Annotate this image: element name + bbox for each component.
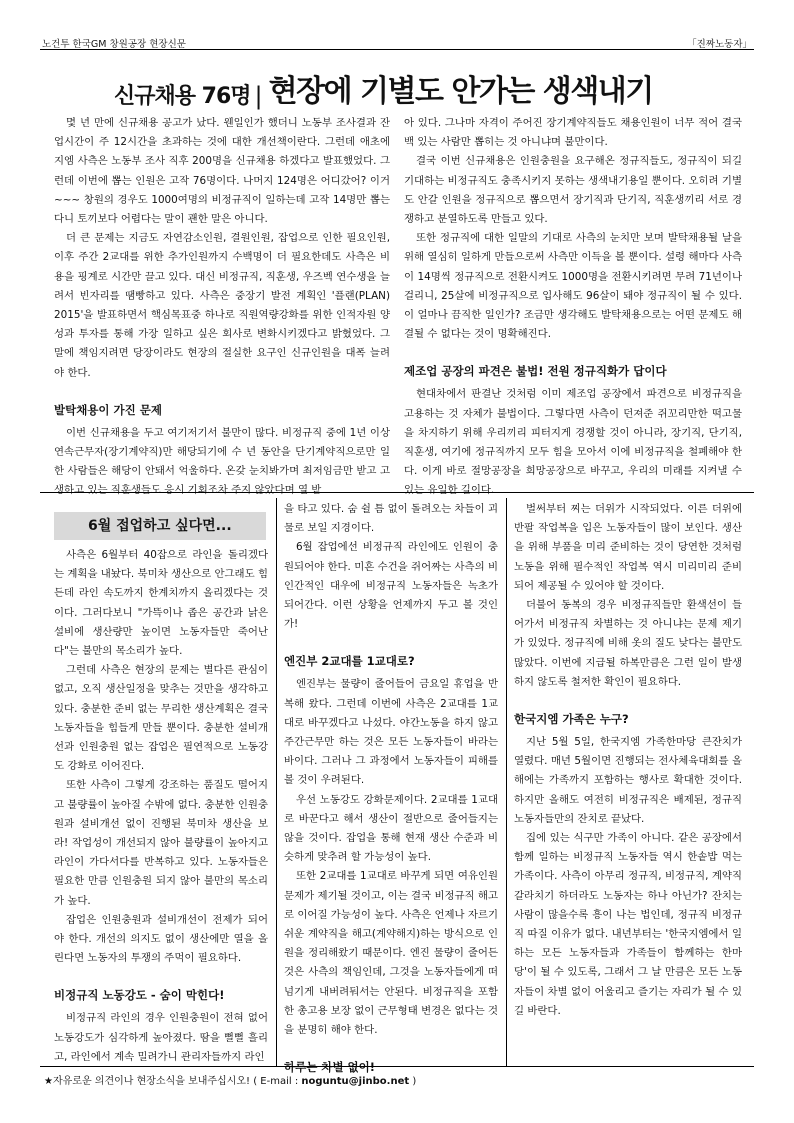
header-rule [40,49,754,50]
headline-sub: 신규채용 76명 [114,84,251,109]
paragraph: 결국 이번 신규채용은 인원충원을 요구해온 정규직들도, 정규직이 되길 기대하는 비정규직도 충족시키지 못하는 생색내기용일 뿐이다. 오히려 기별도 안갈 인원을 정규직으로 뽑으면서 장기직과 단기직, 직훈생끼리 서로 경쟁하고 분열하도록 만들고 있다. [404,155,742,226]
paragraph: 잡업은 인원충원과 설비개선이 전제가 되어야 한다. 개선의 의지도 없이 생산에만 열을 올린다면 노동자의 투쟁의 주먹이 필요하다. [54,913,268,965]
section-separator [40,492,754,493]
article2-column-3 [514,500,742,1060]
headline-main: 현장에 기별도 안가는 생색내기 [268,74,653,109]
paragraph: 또한 정규직에 대한 일말의 기대로 사측의 눈치만 보며 발탁채용될 날을 위해 열심히 일하게 만들으로써 사측만 이득을 볼 뿐이다. 설령 해마다 사측이 14명씩 정규직으로 전환시켜도 1000명을 전환시키려면 무려 71년이나 걸리니, 25살에 비정규직으로 입사해도 96살이 돼야 정규직이 될 수 있다. 이 얼마나 끔직한 일인가? 조금만 생각해도 발탁채용으로는 어떤 문제도 해결될 수 없다는 것이 명확해진다. [404,232,742,341]
paragraph: 더 큰 문제는 지금도 자연감소인원, 결원인원, 잡업으로 인한 필요인원, 이후 주간 2교대를 위한 추가인원까지 수백명이 더 필요한데도 사측은 비용을 핑계로 시간만 끌고 있다. 대신 비정규직, 직훈생, 우즈벡 연수생을 늘려서 빈자리를 땜빵하고 있다. 사측은 중장기 발전 계획인 '플랜(PLAN) 2015'을 발표하면서 핵심목표중 하나로 직원역량강화를 위한 인적자원 양성과 투자를 통해 가장 일하고 싶은 회사로 변화시키겠다고 밝혔었다. 그 말에 책임지려면 당장이라도 현장의 절실한 요구인 신규인원을 대폭 늘려야 한다. [54,232,390,379]
paragraph: 6월 잡업에선 비정규직 라인에도 인원이 충원되어야 한다. 미흔 수건을 쥐어짜는 사측의 비인간적인 대우에 비정규직 노동자들은 녹초가 되어간다. 이런 상황을 언제까지 두고 볼 것인가! [284,541,498,631]
section-heading: 엔진부 2교대를 1교대로? [284,654,415,669]
column-divider-2 [506,498,507,1066]
section-heading: 발탁채용이 가진 문제 [54,402,162,417]
headline-divider: | [254,82,263,110]
header-left: 노건투 한국GM 창원공장 현장신문 [42,39,186,50]
column-divider-1 [276,498,277,1066]
paragraph: 사측은 6월부터 40잡으로 라인을 돌리겠다는 계획을 내놨다. 북미차 생산으로 안그래도 힘든데 라인 속도까지 한계치까지 올리겠다는 것이다. 그러다보니 "가뜩이나 좁은 공간과 낡은 설비에 생산량만 높이면 노동자들만 죽어난다"는 불만의 목소리가 높다. [54,549,268,658]
paragraph: 또한 2교대를 1교대로 바꾸게 되면 여유인원 문제가 제기될 것이고, 이는 결국 비정규직 해고로 이어질 가능성이 높다. 사측은 언제나 자르기 쉬운 계약직을 해고(계약해지)하는 방식으로 인원을 정리해왔기 때문이다. 엔진 물량이 줄어든 것은 사측의 책임인데, 그것을 노동자들에게 떠넘기게 내버려둬서는 안된다. 비정규직을 포함한 총고용 보장 없이 근무형태 변경은 없다는 것을 분명히 해야 한다. [284,870,498,1037]
paragraph: 몇 년 만에 신규채용 공고가 났다. 웬일인가 했더니 노동부 조사결과 잔업시간이 주 12시간을 초과하는 것에 대한 개선책이란다. 그런데 애초에 지엠 사측은 노동부 조사 직후 200명을 신규채용 하겠다고 발표했었다. 그런데 이번에 뽑는 인원은 고작 76명이다. 나머지 124명은 어디갔어? 이거~~~ 창원의 경우도 1000여명의 비정규직이 일하는데 고작 14명만 뽑는다니 토끼보다 어렵다는 말이 괜한 말은 아니다. [54,117,390,226]
section-heading: 비정규직 노동강도 - 숨이 막힌다! [54,988,225,1003]
article2-column-1 [54,546,268,1063]
footer-email-link[interactable]: noguntu@jinbo.net [301,1076,410,1087]
footer-end: ) [409,1076,417,1087]
paragraph: 엔진부는 물량이 줄어들어 금요일 휴업을 반복해 왔다. 그런데 이번에 사측은 2교대를 1교대로 바꾸겠다고 나섰다. 야간노동을 하지 않고 주간근무만 하는 것은 모든 노동자들이 바라는 바이다. 그러나 그 과정에서 노동자들이 피해를 볼 것이 우려된다. [284,678,498,787]
section-heading: 한국지엠 가족은 누구? [514,712,629,727]
paragraph: 비정규직 라인의 경우 인원충원이 전혀 없어 노동강도가 심각하게 높아졌다. 땀을 뻘뻘 흘리고, 라인에서 계속 밀려가니 관리자들까지 라인 [54,1012,268,1063]
paragraph: 더불어 동복의 경우 비정규직들만 환색선이 들어가서 비정규직 차별하는 것 아니냐는 문제 제기가 있었다. 정규직에 비해 옷의 질도 낮다는 불만도 많았다. 이번에 지급될 하복만큼은 그런 일이 발생하지 않도록 철저한 확인이 필요하다. [514,599,742,688]
section-heading: 하루는 차별 없이! [284,1060,376,1075]
section-heading: 제조업 공장의 파견은 불법! 전원 정규직화가 답이다 [404,364,667,379]
box-title: 6월 접업하고 싶다면... [54,512,266,540]
paragraph: 또한 사측이 그렇게 강조하는 품질도 떨어지고 불량률이 높아질 수밖에 없다. 충분한 인원충원과 설비개선 없이 진행된 북미차 생산을 보라! 작업성이 개선되지 않아 불량률이 높아지고 라인이 가다서다를 반복하고 있다. 노동자들은 필요한 만큼 인원충원 되지 않아 불만의 목소리가 높다. [54,779,268,907]
paragraph: 집에 있는 식구만 가족이 아니다. 같은 공장에서 함께 일하는 비정규직 노동자들 역시 한솥밥 먹는 가족이다. 사측이 아무리 정규직, 비정규직, 계약직 갈라치기 하더라도 노동자는 하나 아닌가? 잔치는 사람이 많을수록 흥이 나는 법인데, 정규직 비정규직 따질 이유가 없다. 내년부터는 '한국지엠에서 일하는 모든 노동자들과 가족들이 함께하는 한마당'이 될 수 있도록, 그래서 그 날 만큼은 모든 노동자들이 차별 없이 어울리고 즐기는 자리가 될 수 있길 바란다. [514,832,742,1017]
paragraph: 우선 노동강도 강화문제이다. 2교대를 1교대로 바꾼다고 해서 생산이 절반으로 줄어들지는 않을 것이다. 잡업을 통해 현재 생산 수준과 비슷하게 맞추려 할 가능성이 높다. [284,793,498,864]
article2-column-2 [284,500,498,1075]
page-header [40,34,754,50]
footer-separator [40,1066,754,1067]
header-right: 「진짜노동자」 [687,39,752,50]
article1-left-column [54,114,390,497]
paragraph: 지난 5월 5일, 한국지엠 가족한마당 큰잔치가 열렸다. 매년 5월이면 진행되는 전사체육대회를 올해에는 가족까지 포함하는 행사로 확대한 것이다. 하지만 올해도 여전히 비정규직은 배제된, 정규직노동자들만의 잔치로 끝났다. [514,736,742,825]
article1-right-column [404,114,742,497]
footer-text: ★자유로운 의견이나 현장소식을 보내주십시오! ( E-mail : [44,1076,302,1087]
headline [114,66,734,110]
paragraph: 을 타고 있다. 숨 쉴 틈 없이 돌려오는 차들이 괴물로 보일 지경이다. [284,503,498,535]
paragraph: 아 있다. 그나마 자격이 주어진 장기계약직들도 채용인원이 너무 적어 결국 백 있는 사람만 뽑히는 것 아니냐며 불만이다. [404,117,742,149]
paragraph: 벌써부터 찌는 더위가 시작되었다. 이른 더위에 반팔 작업복을 입은 노동자들이 많이 보인다. 생산을 위해 부품을 미리 준비하는 것이 당연한 것처럼 노동을 위해 필수적인 작업복 역시 미리미리 준비되어 제공될 수 있어야 할 것이다. [514,503,742,592]
footer [44,1072,416,1087]
paragraph: 이번 신규채용을 두고 여기저기서 불만이 많다. 비정규직 중에 1년 이상 연속근무자(장기계약직)만 해당되기에 수 년 동안을 단기계약직으로만 일한 사람들은 해당이 안돼서 억울하다. 온갖 눈치봐가며 최저임금만 받고 고생하고 있는 직훈생들도 응시 기회조차 주지 않았다며 열 받 [54,426,390,497]
paragraph: 현대차에서 판결난 것처럼 이미 제조업 공장에서 파견으로 비정규직을 고용하는 것 자체가 불법이다. 그렇다면 사측이 던져준 쥐꼬리만한 떡고물을 차지하기 위해 우리끼리 피터지게 경쟁할 것이 아니라, 장기직, 단기직, 직훈생, 여기에 정규직까지 모두 힘을 모아서 이에 비정규직을 철폐해야 한다. 이게 바로 절망공장을 희망공장으로 바꾸고, 우리의 미래를 지켜낼 수 있는 유일한 길이다. [404,388,742,497]
paragraph: 그런데 사측은 현장의 문제는 별다른 관심이 없고, 오직 생산일정을 맞추는 것만을 생각하고 있다. 충분한 준비 없는 무리한 생산계획은 결국 노동자들을 힘들게 만들 뿐이다. 충분한 설비개선과 인원충원 없는 잡업은 필연적으로 노동강도 강화로 이어진다. [54,664,268,773]
